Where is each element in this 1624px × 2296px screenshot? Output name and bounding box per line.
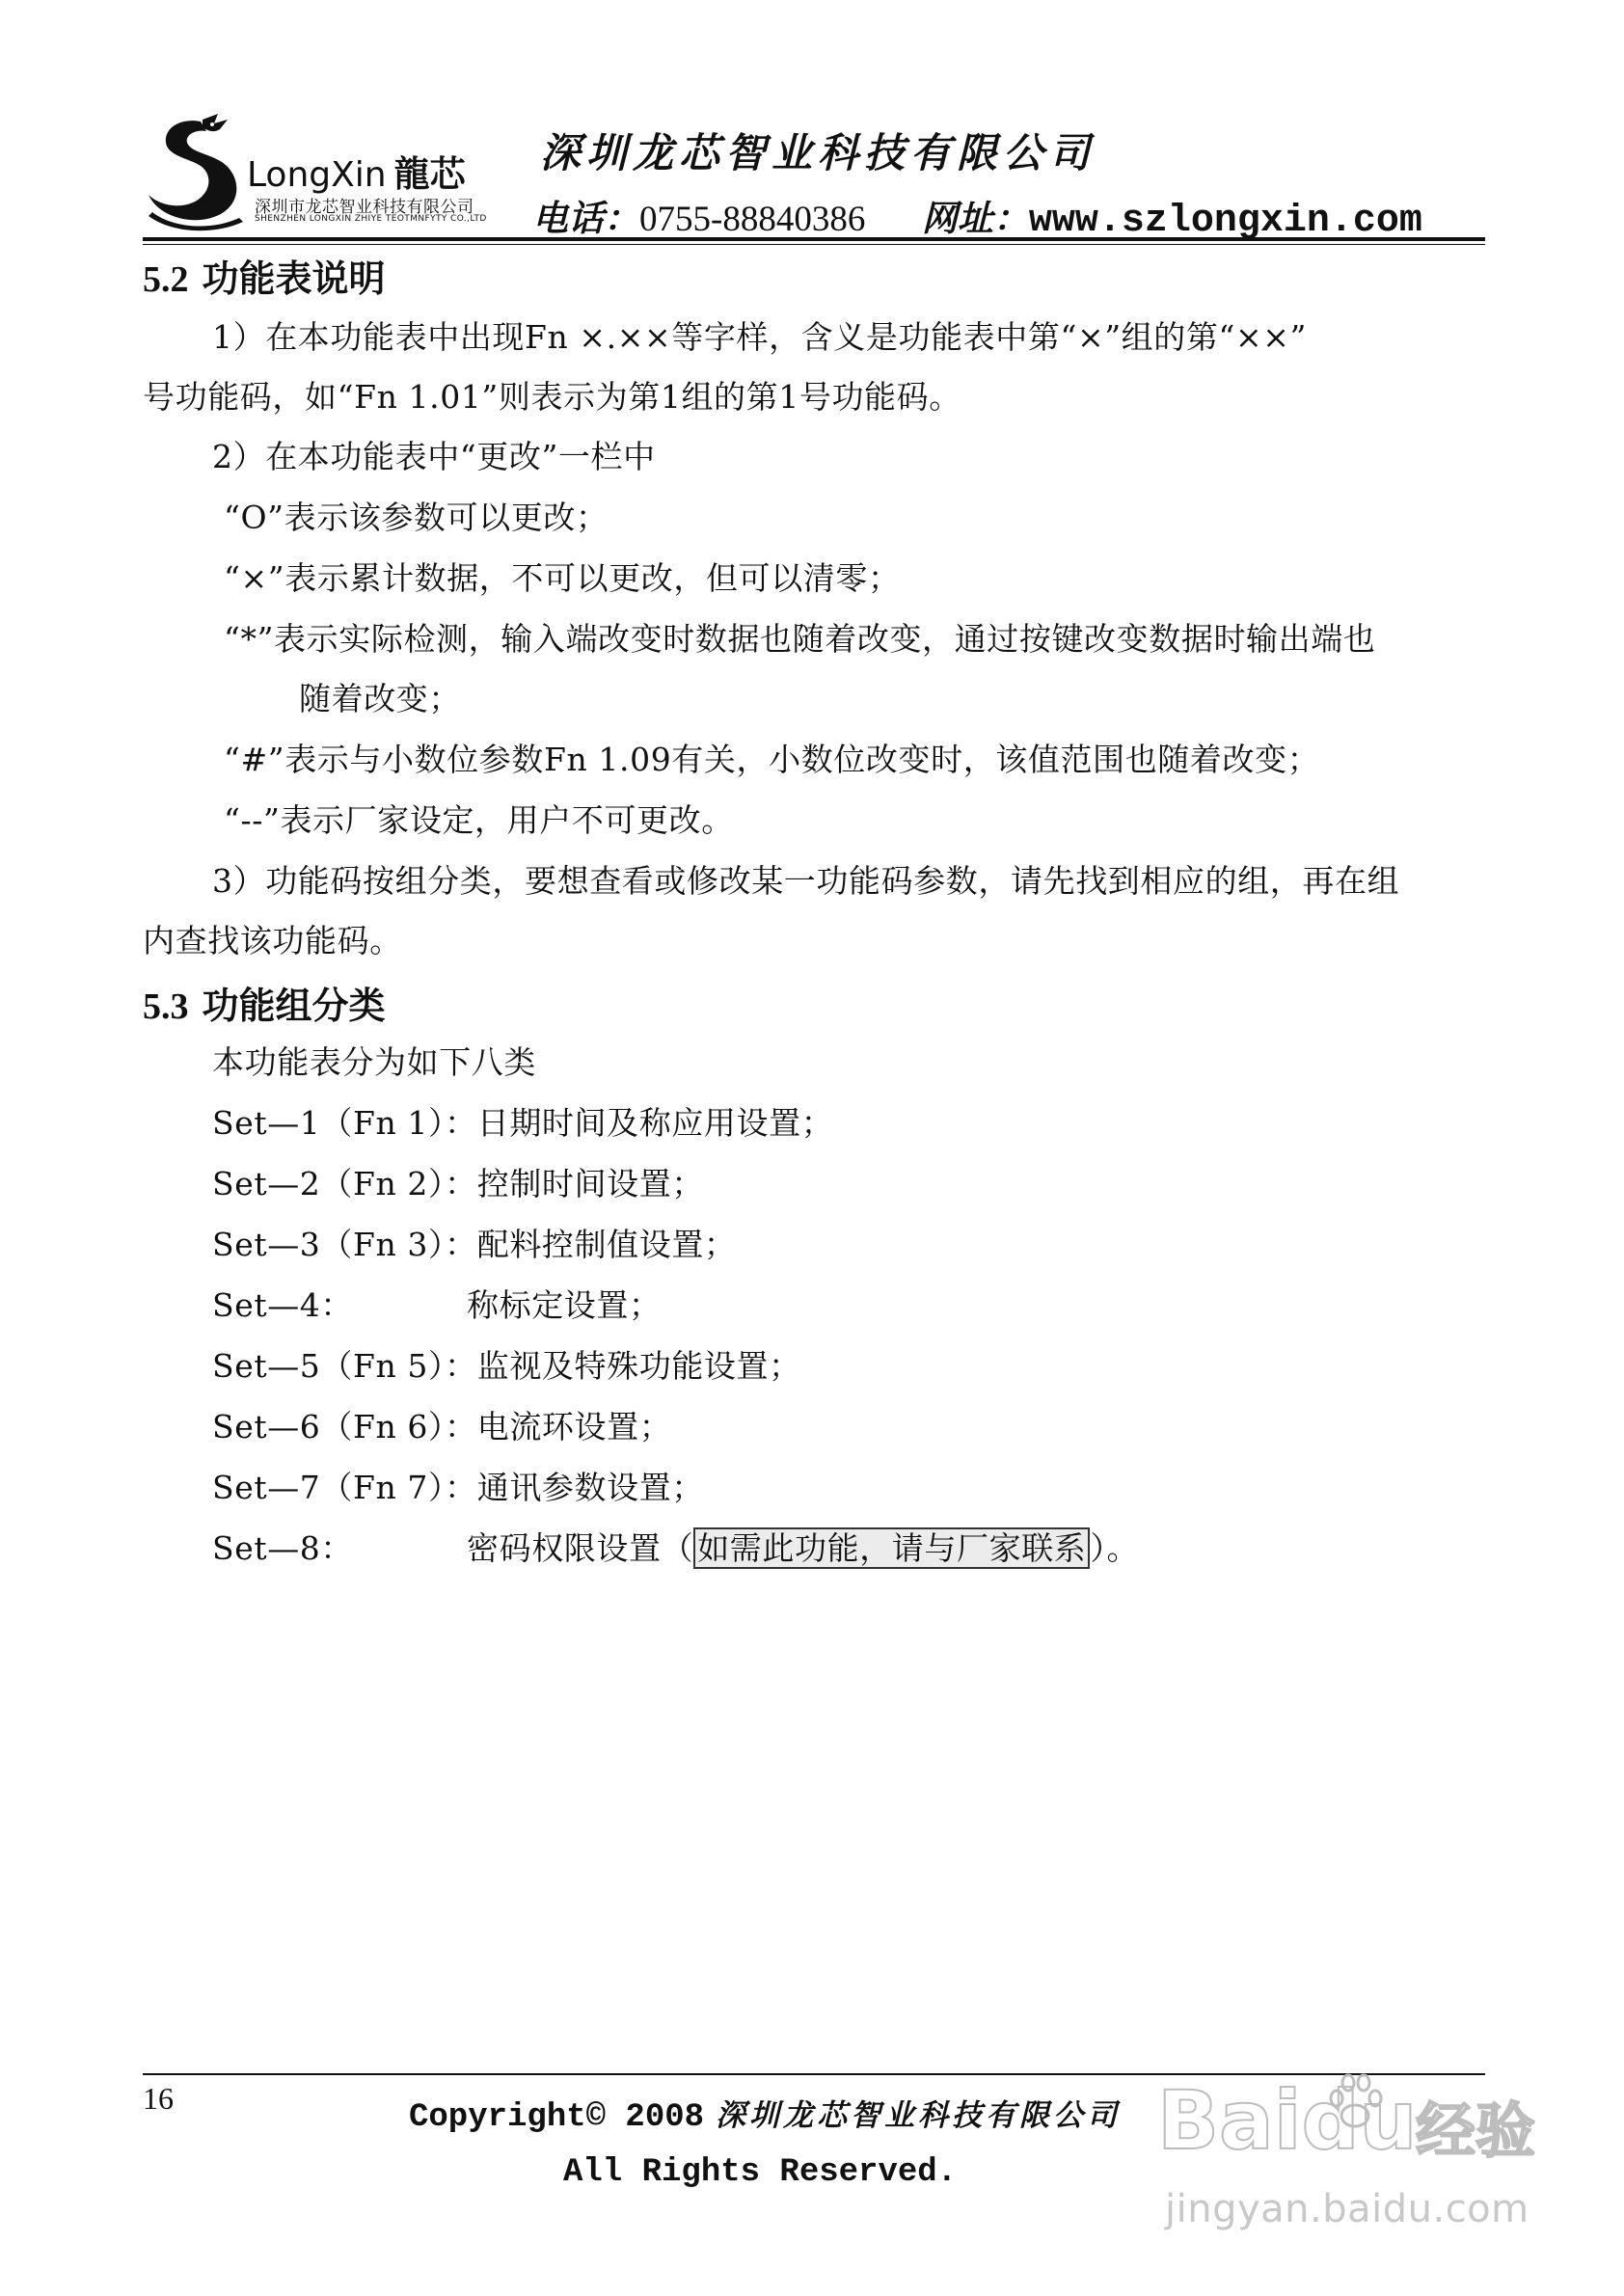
group-set: Set—5（Fn 5）： xyxy=(212,1347,477,1385)
para3-line1: 3）功能码按组分类，要想查看或修改某一功能码参数，请先找到相应的组，再在组 xyxy=(212,862,1400,900)
company-logo xyxy=(143,114,519,234)
dragon-logo-icon xyxy=(143,114,258,234)
group-row xyxy=(212,1463,704,1508)
group-desc: 称标定设置； xyxy=(467,1286,662,1324)
watermark-url: jingyan.baidu.com xyxy=(1165,2187,1529,2231)
group-row xyxy=(212,1524,353,1569)
group-desc: 电流环设置； xyxy=(476,1408,672,1445)
logo-brand-cn: 龍芯 xyxy=(393,153,466,195)
paw-icon xyxy=(1321,2069,1389,2137)
section-5-2-heading xyxy=(143,249,386,302)
watermark-brand: Baidu xyxy=(1157,2073,1418,2168)
legend-item-hash: “#”表示与小数位参数Fn 1.09有关，小数位改变时，该值范围也随着改变； xyxy=(224,741,1320,778)
group-set: Set—1（Fn 1）： xyxy=(212,1104,477,1142)
group-set: Set—3（Fn 3）： xyxy=(212,1226,477,1263)
para1-line1: 1）在本功能表中出现Fn ×.××等字样，含义是功能表中第“×”组的第“××” xyxy=(212,318,1307,356)
para2: 2）在本功能表中“更改”一栏中 xyxy=(212,438,656,475)
logo-company-cn: 深圳市龙芯智业科技有限公司 xyxy=(255,198,474,217)
group-set: Set—7（Fn 7）： xyxy=(212,1469,477,1506)
group-desc: 日期时间及称应用设置； xyxy=(476,1104,834,1142)
section-title: 功能组分类 xyxy=(202,985,386,1027)
logo-brand-en: LongXin xyxy=(247,155,387,195)
phone-number: 0755-88840386 xyxy=(639,200,866,239)
group-row xyxy=(212,1220,737,1265)
group-set: Set—8： xyxy=(212,1529,353,1567)
section-number: 5.3 xyxy=(143,986,189,1027)
group-desc: 配料控制值设置； xyxy=(476,1226,737,1263)
legend-item-dash: “--”表示厂家设定，用户不可更改。 xyxy=(224,801,734,839)
groups-intro: 本功能表分为如下八类 xyxy=(212,1043,536,1081)
group-desc: 控制时间设置； xyxy=(476,1165,704,1202)
group-set: Set—4： xyxy=(212,1286,353,1324)
baidu-watermark xyxy=(1157,2073,1543,2266)
header-rule-thin xyxy=(143,244,1485,245)
legend-item-star-cont: 随着改变； xyxy=(299,680,461,717)
group-desc-text: 密码权限设置（ xyxy=(467,1529,694,1567)
section-number: 5.2 xyxy=(143,259,189,300)
section-5-3-heading xyxy=(143,976,386,1029)
group-desc: 监视及特殊功能设置； xyxy=(476,1347,801,1385)
logo-company-en: SHENZHEN LONGXIN ZHIYE TEOTMNFYTY CO.,LTD xyxy=(255,214,487,224)
group-row xyxy=(212,1098,833,1144)
watermark-brand-cn: 经验 xyxy=(1416,2095,1536,2166)
section-title: 功能表说明 xyxy=(202,257,386,300)
logo-brand xyxy=(247,145,466,197)
header-rule xyxy=(143,237,1485,241)
legend-item-x: “×”表示累计数据，不可以更改，但可以清零； xyxy=(224,559,901,597)
para3-line2: 内查找该功能码。 xyxy=(143,922,402,959)
phone-label: 电话： xyxy=(532,197,639,239)
website-url: www.szlongxin.com xyxy=(1028,200,1422,243)
website-label: 网址： xyxy=(921,197,1029,239)
para1-line2: 号功能码，如“Fn 1.01”则表示为第1组的第1号功能码。 xyxy=(143,378,961,416)
group-set: Set—6（Fn 6）： xyxy=(212,1408,477,1445)
contact-vendor-note: 如需此功能，请与厂家联系 xyxy=(693,1527,1090,1569)
group-row xyxy=(212,1159,704,1204)
contact-line xyxy=(532,189,1422,243)
copyright-line xyxy=(409,2091,1121,2136)
copyright-company: 深圳龙芯智业科技有限公司 xyxy=(716,2098,1122,2133)
group-row xyxy=(212,1341,801,1387)
legend-item-star: “*”表示实际检测，输入端改变时数据也随着改变，通过按键改变数据时输出端也 xyxy=(224,620,1376,658)
group-desc-tail: ）。 xyxy=(1090,1529,1140,1567)
copyright-text: Copyright© 2008 xyxy=(409,2099,705,2136)
page-number: 16 xyxy=(143,2081,174,2116)
legend-item-o: “O”表示该参数可以更改； xyxy=(224,499,609,536)
group-row xyxy=(212,1281,353,1326)
group-desc xyxy=(467,1524,1139,1569)
group-row xyxy=(212,1402,671,1447)
group-set: Set—2（Fn 2）： xyxy=(212,1165,477,1202)
company-name: 深圳龙芯智业科技有限公司 xyxy=(540,129,1096,176)
group-desc: 通讯参数设置； xyxy=(476,1469,704,1506)
rights-reserved: All Rights Reserved. xyxy=(563,2154,958,2191)
